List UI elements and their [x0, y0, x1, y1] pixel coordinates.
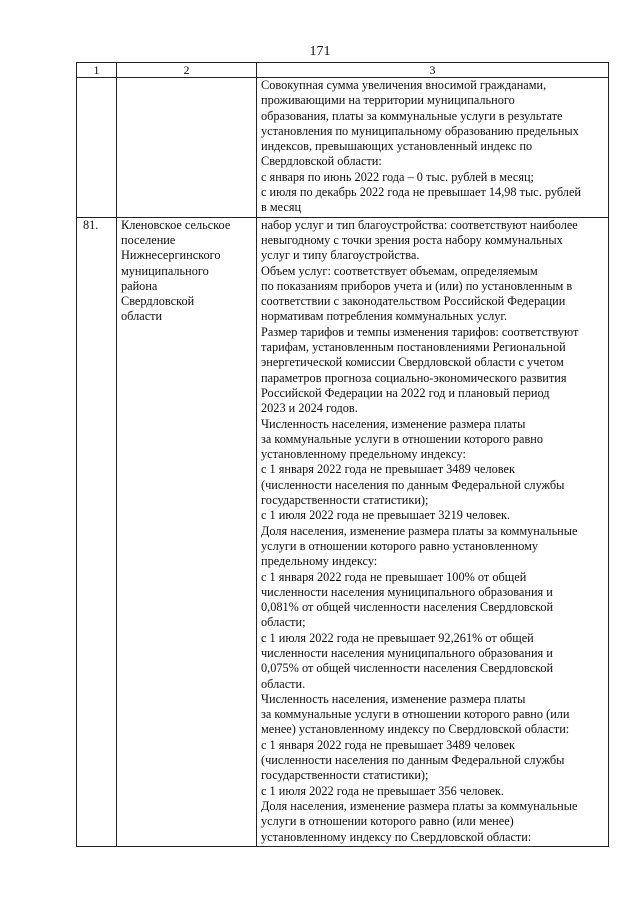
text-line: (численности населения по данным Федеральной службы	[261, 753, 565, 768]
text-line: государственности статистики);	[261, 768, 429, 783]
text-line: области	[121, 309, 163, 324]
text-line: 2023 и 2024 годов.	[261, 401, 358, 416]
text-line: установленному индексу по Свердловской области:	[261, 829, 532, 844]
text-line: численности населения муниципального образования и	[261, 584, 553, 599]
text-line: услуг и типу благоустройства.	[261, 248, 420, 263]
text-line: области.	[261, 676, 306, 691]
text-line: Свердловской области:	[261, 154, 382, 169]
page-number: 171	[309, 44, 331, 59]
text-line: услуги в отношении которого равно установленному	[261, 538, 539, 553]
row-number-cell	[77, 78, 117, 218]
text-line: за коммунальные услуги в отношении которого равно (или	[261, 707, 570, 722]
text-line: с 1 января 2022 года не превышает 3489 человек	[261, 737, 515, 752]
text-line: Численность населения, изменение размера платы	[261, 691, 526, 706]
text-line: соответствии с законодательством Российской Федерации	[261, 294, 566, 309]
text-line: с 1 января 2022 года не превышает 3489 человек	[261, 462, 515, 477]
text-line: за коммунальные услуги в отношении которого равно	[261, 431, 544, 446]
text-line: невыгодному с точки зрения роста набору коммунальных	[261, 232, 563, 247]
text-line: 0,075% от общей численности населения Свердловской	[261, 661, 554, 676]
text-line: поселение	[121, 232, 176, 247]
text-line: с 1 января 2022 года не превышает 100% от общей	[261, 569, 527, 584]
text-line: (численности населения по данным Федеральной службы	[261, 477, 565, 492]
text-line: тарифам, установленным постановлениями Региональной	[261, 340, 566, 355]
text-line: с июля по декабрь 2022 года не превышает 14,98 тыс. рублей	[261, 185, 581, 200]
municipality-cell	[117, 217, 257, 846]
text-line: Нижнесергинского	[121, 248, 221, 263]
text-line: в месяц	[261, 200, 302, 215]
text-line: муниципального	[121, 263, 209, 278]
text-line: Кленовское сельское	[121, 217, 231, 232]
text-line: предельному индексу:	[261, 554, 378, 569]
text-line: параметров прогноза социально-экономического развития	[261, 370, 567, 385]
description-cell	[257, 217, 609, 846]
text-line: с 1 июля 2022 года не превышает 356 человек.	[261, 783, 504, 798]
text-line: государственности статистики);	[261, 493, 429, 508]
text-line: энергетической комиссии Свердловской области с учетом	[261, 355, 564, 370]
text-line: образования, платы за коммунальные услуги в результате	[261, 108, 563, 123]
text-line: установления по муниципальному образованию предельных	[261, 123, 579, 138]
text-line: индексов, превышающих установленный индекс по	[261, 139, 533, 154]
text-line: Доля населения, изменение размера платы за коммунальные	[261, 523, 578, 538]
table-row-continuation	[77, 78, 609, 218]
text-line: установленному предельному индексу:	[261, 447, 466, 462]
text-line: менее) установленному индексу по Свердловской области:	[261, 722, 570, 737]
table-header-row	[77, 63, 609, 78]
text-line: численности населения муниципального образования и	[261, 645, 553, 660]
text-line: Доля населения, изменение размера платы за коммунальные	[261, 798, 578, 813]
text-line: по показаниям приборов учета и (или) по установленным в	[261, 278, 573, 293]
column-header-1: 1	[77, 63, 117, 78]
text-line: района	[121, 278, 158, 293]
municipality-name-lines	[121, 218, 253, 325]
text-line: Совокупная сумма увеличения вносимой гражданами,	[261, 78, 547, 92]
text-line: проживающими на территории муниципального	[261, 93, 515, 108]
text-line: с января по июнь 2022 года – 0 тыс. рублей в месяц;	[261, 169, 534, 184]
column-header-3: 3	[257, 63, 609, 78]
description-lines	[261, 78, 605, 216]
row-number-cell: 81.	[77, 217, 117, 846]
description-lines	[261, 218, 605, 845]
text-line: с 1 июля 2022 года не превышает 3219 человек.	[261, 508, 511, 523]
document-table	[76, 62, 609, 847]
text-line: 0,081% от общей численности населения Свердловской	[261, 600, 554, 615]
text-line: с 1 июля 2022 года не превышает 92,261% от общей	[261, 630, 534, 645]
text-line: области;	[261, 615, 306, 630]
column-header-2: 2	[117, 63, 257, 78]
text-line: Объем услуг: соответствует объемам, определяемым	[261, 263, 538, 278]
table-row-81	[77, 217, 609, 846]
text-line: Численность населения, изменение размера платы	[261, 416, 526, 431]
text-line: Свердловской	[121, 294, 195, 309]
text-line: нормативам потребления коммунальных услуг.	[261, 309, 508, 324]
text-line: набор услуг и тип благоустройства: соответствуют наиболее	[261, 217, 578, 232]
municipality-cell	[117, 78, 257, 218]
text-line: Российской Федерации на 2022 год и плановый период	[261, 385, 550, 400]
description-cell	[257, 78, 609, 218]
text-line: услуги в отношении которого равно (или менее)	[261, 814, 514, 829]
text-line: Размер тарифов и темпы изменения тарифов: соответствуют	[261, 324, 579, 339]
